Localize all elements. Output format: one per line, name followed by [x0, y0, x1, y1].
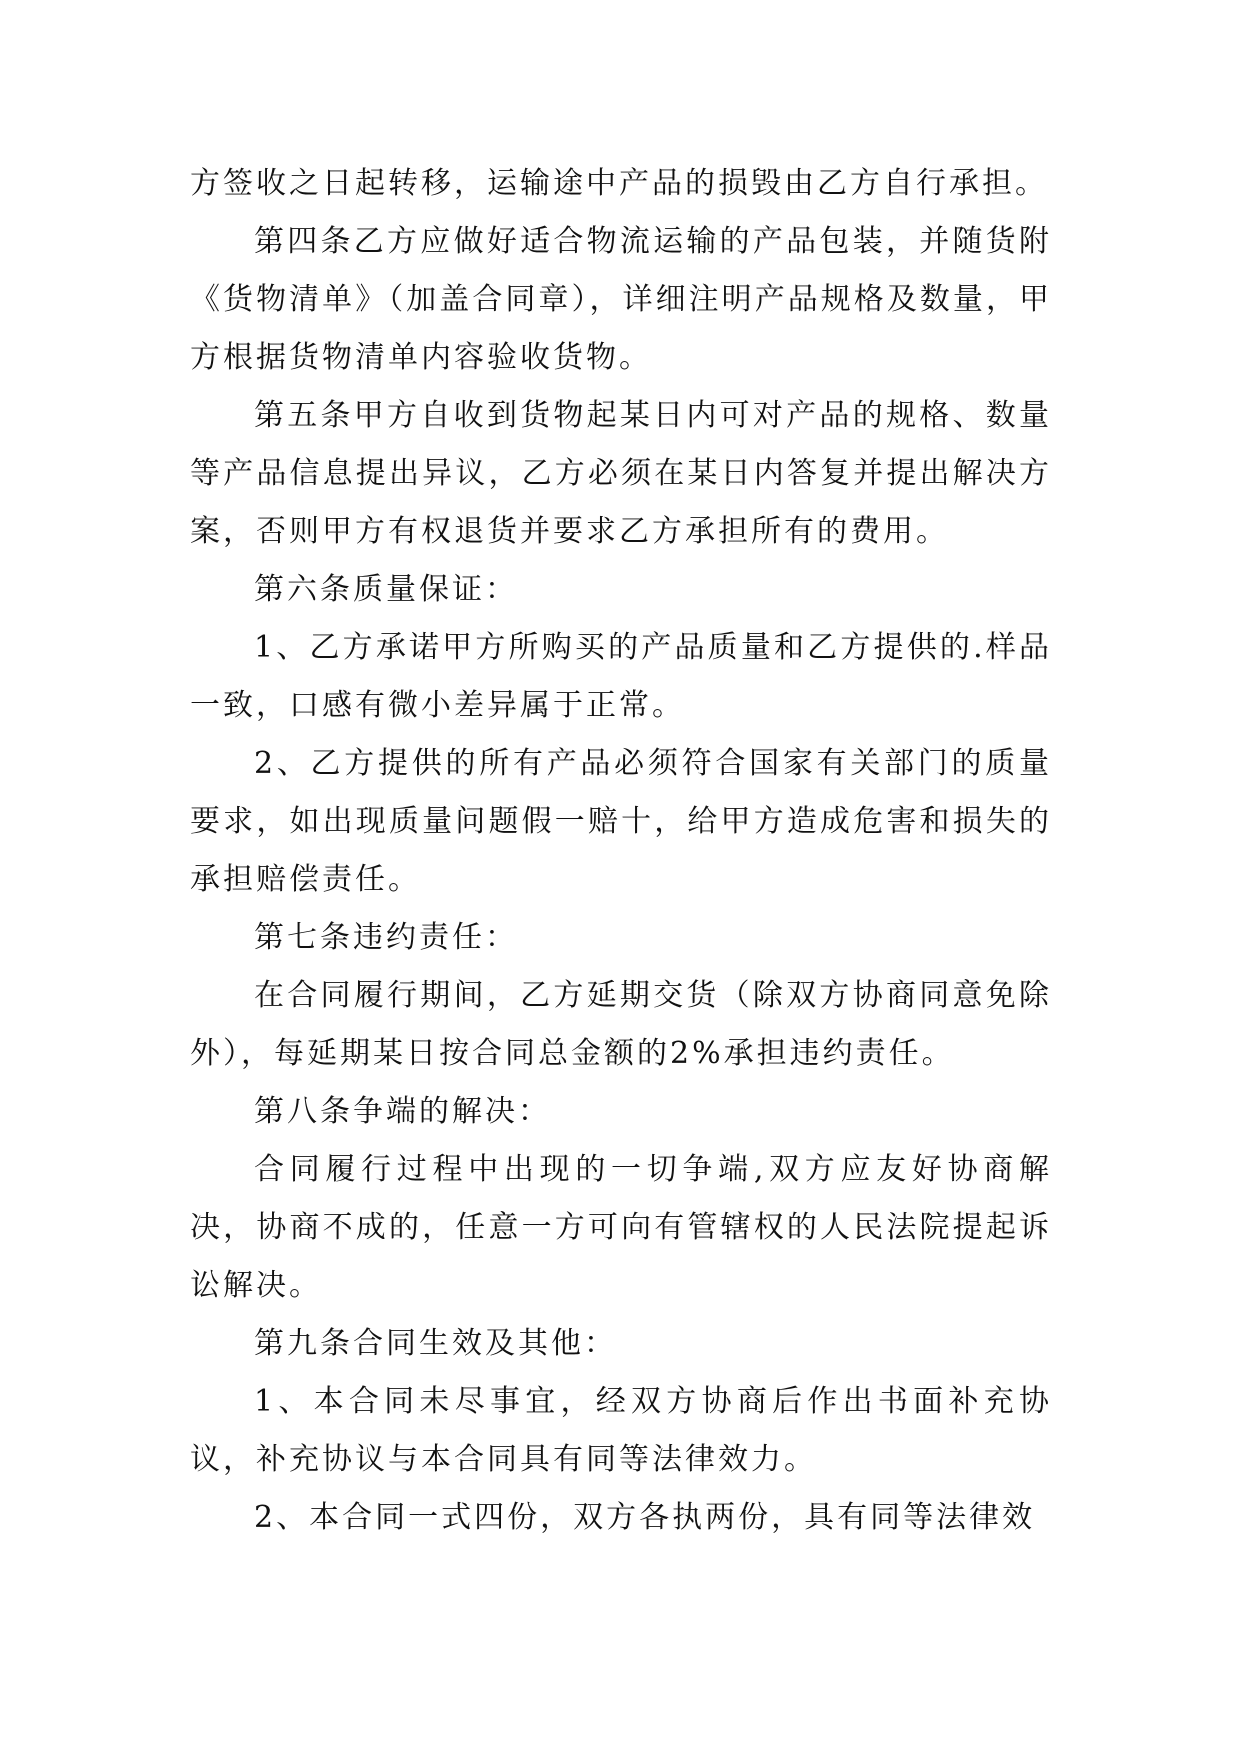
paragraph-article-4: 第四条乙方应做好适合物流运输的产品包装，并随货附《货物清单》（加盖合同章），详细注明产品规格及数量，甲方根据货物清单内容验收货物。: [190, 224, 1052, 375]
heading-article-6: 第六条质量保证：: [254, 572, 518, 607]
heading-article-8: 第八条争端的解决：: [254, 1094, 551, 1129]
paragraph-article-9-item-1: 1、本合同未尽事宜，经双方协商后作出书面补充协议，补充协议与本合同具有同等法律效力。: [190, 1384, 1052, 1477]
contract-body: [190, 155, 1052, 1547]
paragraph-transfer-of-risk: 方签收之日起转移，运输途中产品的损毁由乙方自行承担。: [190, 166, 1048, 201]
heading-article-7: 第七条违约责任：: [254, 920, 518, 955]
paragraph-article-6-item-1: 1、乙方承诺甲方所购买的产品质量和乙方提供的.样品一致，口感有微小差异属于正常。: [190, 630, 1052, 723]
paragraph-article-5: 第五条甲方自收到货物起某日内可对产品的规格、数量等产品信息提出异议，乙方必须在某日内答复并提出解决方案，否则甲方有权退货并要求乙方承担所有的费用。: [190, 398, 1052, 549]
heading-article-9: 第九条合同生效及其他：: [254, 1326, 617, 1361]
paragraph-article-9-item-2: 2、本合同一式四份，双方各执两份，具有同等法律效: [254, 1500, 1036, 1535]
paragraph-article-8: 合同履行过程中出现的一切争端,双方应友好协商解决，协商不成的，任意一方可向有管辖权的人民法院提起诉讼解决。: [190, 1152, 1052, 1303]
paragraph-article-7: 在合同履行期间，乙方延期交货（除双方协商同意免除外），每延期某日按合同总金额的2%承担违约责任。: [190, 978, 1052, 1071]
paragraph-article-6-item-2: 2、乙方提供的所有产品必须符合国家有关部门的质量要求，如出现质量问题假一赔十，给甲方造成危害和损失的承担赔偿责任。: [190, 746, 1052, 897]
